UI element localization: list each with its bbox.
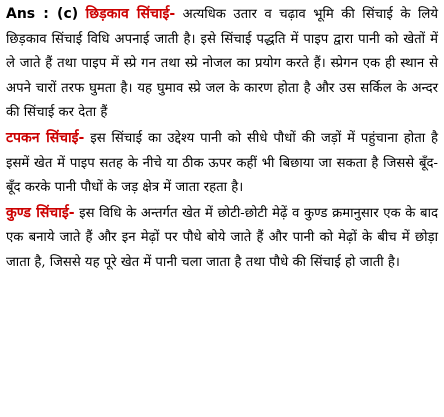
text-sprinkler-irrigation: अत्यधिक उतार व चढ़ाव भूमि की सिंचाई के लिये छिड़काव सिंचाई विधि अपनाई जाती है। इसे सिंचाई पद्धति में पाइप द्वारा पानी को खेतों में ले जाते हैं तथा पाइप में स्प्रे गन तथा स्प्रे नोजल का प्रयोग करते हैं। स्प्रेगन एक ही स्थान से अपने चारों तरफ घुमता है। यह घुमाव स्प्रे जल के कारण होता है और उस सर्किल के अन्दर की सिंचाई कर देता हैं <box>6 7 438 121</box>
section-drip-irrigation <box>6 126 438 201</box>
text-drip-irrigation: इस सिंचाई का उद्देश्य पानी को सीधे पौधों की जड़ों में पहुंचाना होता है इसमें खेत में पाइप सतह के नीचे या ठीक ऊपर कहीं भी बिछाया जा सकता है जिससे बूँद-बूँद करके पानी पौधों के जड़ क्षेत्र में जाता रहता है। <box>6 130 438 196</box>
answer-label: Ans : (c) <box>6 6 79 22</box>
text-furrow-irrigation: इस विधि के अन्तर्गत खेत में छोटी-छोटी मेढ़ें व कुण्ड क्रमानुसार एक के बाद एक बनाये जाते हैं और इन मेढ़ों पर पौधे बोये जाते हैं और पानी को मेढ़ों के बीच में छोड़ा जाता है, जिससे यह पूरे खेत में पानी चला जाता है तथा पौधे की सिंचाई हो जाती है। <box>6 205 438 270</box>
term-furrow-irrigation: कुण्ड सिंचाई- <box>6 204 75 221</box>
term-drip-irrigation: टपकन सिंचाई- <box>6 129 85 146</box>
section-sprinkler-irrigation <box>6 2 438 126</box>
term-sprinkler-irrigation: छिड़काव सिंचाई- <box>85 6 176 22</box>
section-furrow-irrigation <box>6 201 438 276</box>
